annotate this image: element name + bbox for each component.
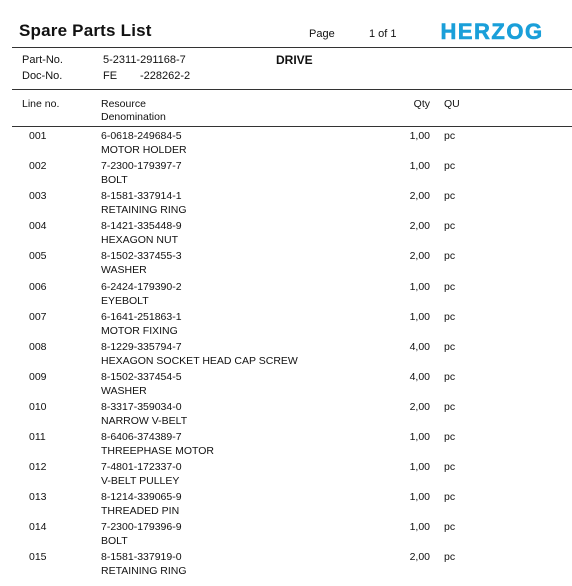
resource-number: 8-6406-374389-7 <box>101 431 182 443</box>
resource-number: 8-1229-335794-7 <box>101 340 182 353</box>
table-row <box>0 341 572 371</box>
table-row <box>0 250 572 280</box>
quantity: 2,00 <box>409 220 430 233</box>
quantity-unit: pc <box>444 250 456 263</box>
col-line-no: Line no. <box>22 98 60 110</box>
quantity-unit: pc <box>444 130 456 142</box>
table-row <box>0 130 572 160</box>
denomination: V-BELT PULLEY <box>101 475 180 488</box>
denomination: RETAINING RING <box>101 565 187 578</box>
line-number: 011 <box>29 431 46 443</box>
quantity: 1,00 <box>409 521 430 534</box>
line-number: 003 <box>29 190 47 203</box>
denomination: WASHER <box>101 264 147 277</box>
resource-number: 8-1502-337455-3 <box>101 250 182 263</box>
denomination: THREADED PIN <box>101 505 180 518</box>
resource-number: 7-2300-179397-7 <box>101 160 182 173</box>
quantity-unit: pc <box>444 431 456 443</box>
quantity-unit: pc <box>444 310 456 323</box>
part-no-value: 5-2311-291168-7 <box>103 54 186 66</box>
quantity-unit: pc <box>444 370 456 383</box>
denomination: WASHER <box>101 384 147 397</box>
line-number: 001 <box>29 130 47 142</box>
herzog-logo <box>430 19 554 43</box>
table-row <box>0 160 572 190</box>
denomination: HEXAGON NUT <box>101 234 179 247</box>
quantity: 2,00 <box>409 250 430 263</box>
col-qty: Qty <box>413 98 430 110</box>
meta-rule <box>12 89 572 90</box>
resource-number: 8-1581-337914-1 <box>101 190 182 203</box>
page-label: Page <box>309 28 335 40</box>
quantity-unit: pc <box>444 280 456 293</box>
quantity-unit: pc <box>444 551 456 564</box>
quantity: 1,00 <box>409 160 430 173</box>
quantity: 1,00 <box>409 491 430 504</box>
line-number: 010 <box>29 400 47 413</box>
resource-number: 7-4801-172337-0 <box>101 461 182 474</box>
table-row <box>0 491 572 521</box>
doc-no-label: Doc-No. <box>22 70 63 82</box>
col-resource: Resource <box>101 98 146 110</box>
line-number: 004 <box>29 220 47 233</box>
line-number: 008 <box>29 340 47 353</box>
denomination: NARROW V-BELT <box>101 414 188 427</box>
col-qu: QU <box>444 98 460 110</box>
denomination: BOLT <box>101 535 128 548</box>
doc-no-prefix: FE <box>103 70 118 82</box>
line-number: 007 <box>29 310 47 323</box>
quantity-unit: pc <box>444 160 456 173</box>
column-header-rule <box>12 126 572 127</box>
col-denomination: Denomination <box>101 111 166 123</box>
resource-number: 6-2424-179390-2 <box>101 280 182 293</box>
line-number: 014 <box>29 521 47 534</box>
logo-text: HERZOG <box>440 19 544 43</box>
quantity: 2,00 <box>409 190 430 203</box>
header-rule <box>12 47 572 48</box>
denomination: THREEPHASE MOTOR <box>101 445 214 457</box>
line-number: 015 <box>29 551 47 564</box>
table-row <box>0 281 572 311</box>
resource-number: 6-1641-251863-1 <box>101 310 182 323</box>
quantity-unit: pc <box>444 400 456 413</box>
quantity: 1,00 <box>409 310 430 323</box>
resource-number: 8-1214-339065-9 <box>101 491 182 504</box>
denomination: EYEBOLT <box>101 294 149 307</box>
quantity: 1,00 <box>409 130 430 142</box>
quantity: 2,00 <box>409 551 430 564</box>
quantity: 1,00 <box>409 431 430 443</box>
denomination: MOTOR FIXING <box>101 324 178 337</box>
table-row <box>0 461 572 491</box>
line-number: 002 <box>29 160 47 173</box>
resource-number: 7-2300-179396-9 <box>101 521 182 534</box>
quantity: 4,00 <box>409 370 430 383</box>
quantity: 1,00 <box>409 280 430 293</box>
line-number: 013 <box>29 491 47 504</box>
denomination: RETAINING RING <box>101 204 187 217</box>
table-row <box>0 371 572 401</box>
document-title: Spare Parts List <box>19 21 152 40</box>
table-row <box>0 190 572 220</box>
part-no-label: Part-No. <box>22 54 63 66</box>
line-number: 009 <box>29 370 47 383</box>
resource-number: 8-3317-359034-0 <box>101 400 182 413</box>
line-number: 012 <box>29 461 47 474</box>
page-number: 1 of 1 <box>369 28 397 40</box>
denomination: BOLT <box>101 174 128 187</box>
assembly-title: DRIVE <box>276 53 313 67</box>
quantity: 1,00 <box>409 461 430 474</box>
line-number: 006 <box>29 280 47 293</box>
line-number: 005 <box>29 250 47 263</box>
quantity-unit: pc <box>444 521 456 534</box>
resource-number: 8-1581-337919-0 <box>101 551 182 564</box>
quantity-unit: pc <box>444 340 456 353</box>
denomination: MOTOR HOLDER <box>101 144 187 156</box>
resource-number: 8-1502-337454-5 <box>101 370 182 383</box>
quantity-unit: pc <box>444 491 456 504</box>
quantity-unit: pc <box>444 190 456 203</box>
table-row <box>0 311 572 341</box>
table-row <box>0 401 572 431</box>
quantity-unit: pc <box>444 220 456 233</box>
table-row <box>0 521 572 551</box>
quantity: 2,00 <box>409 400 430 413</box>
resource-number: 8-1421-335448-9 <box>101 220 182 233</box>
quantity-unit: pc <box>444 461 456 474</box>
doc-no-value: -228262-2 <box>140 70 191 82</box>
quantity: 4,00 <box>409 340 430 353</box>
denomination: HEXAGON SOCKET HEAD CAP SCREW <box>101 354 298 367</box>
table-row <box>0 220 572 250</box>
table-row <box>0 551 572 581</box>
table-row <box>0 431 572 461</box>
resource-number: 6-0618-249684-5 <box>101 130 182 142</box>
